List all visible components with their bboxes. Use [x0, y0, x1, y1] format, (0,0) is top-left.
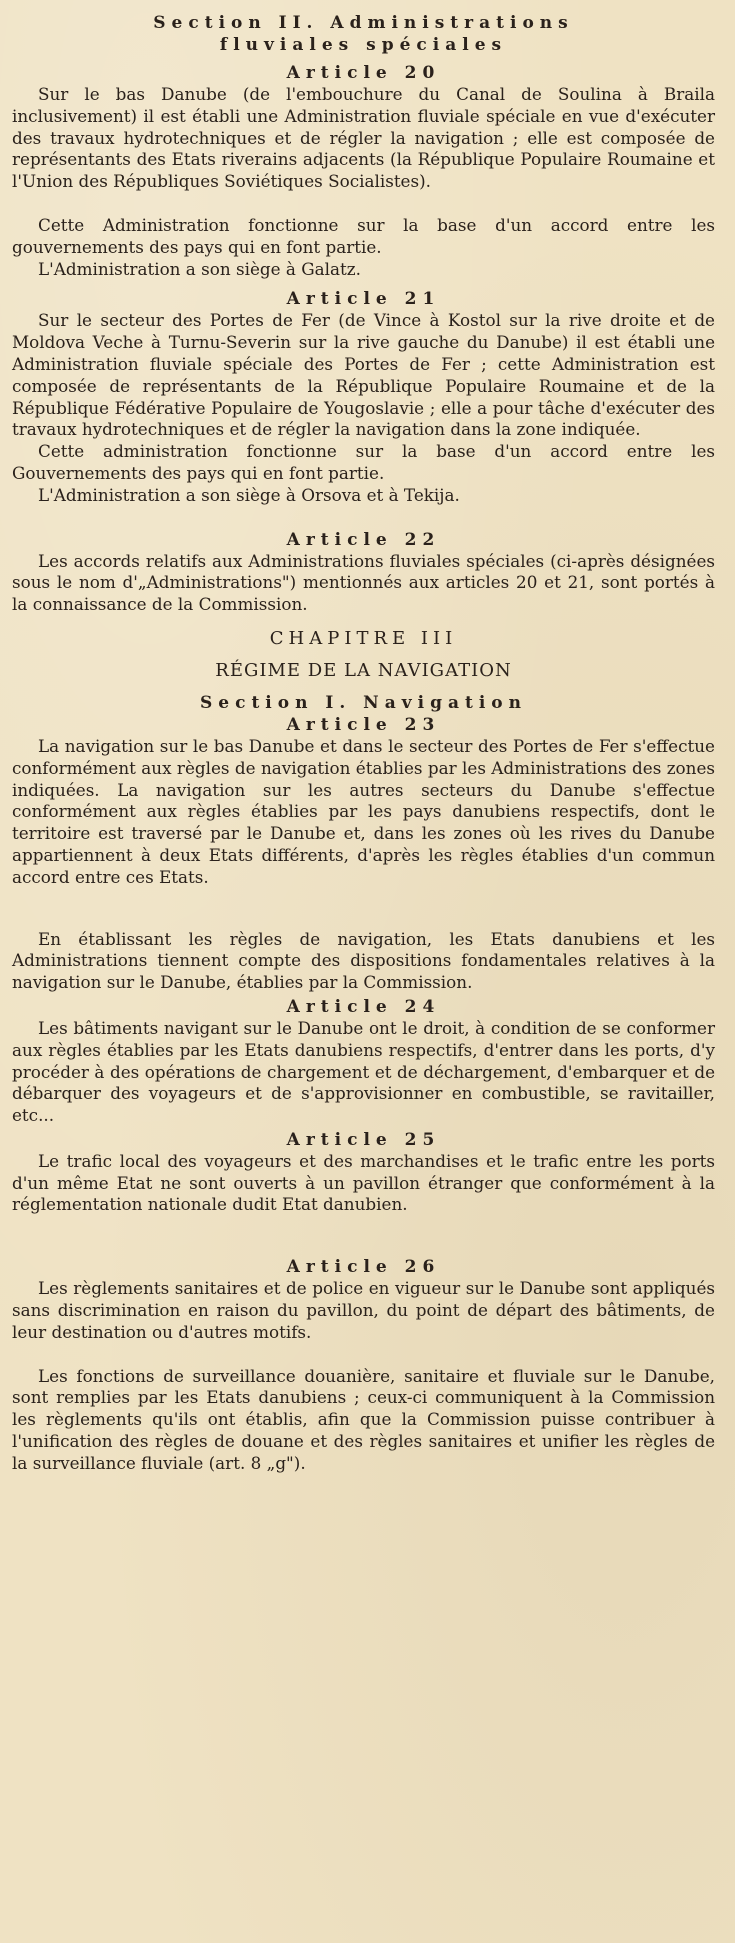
article-25-title: Article 25	[286, 1129, 441, 1150]
article-26-paragraph-2: Les fonctions de surveillance douanière, sanitaire et fluviale sur le Danube, sont remplies par les Etats danubiens ; ceux-ci communiquent à la Commission les règlements qu'ils ont établis, afin que la Commission puisse contribuer à l'unification des règles de douane et des règles sanitaires et unifier les règles de la surveillance fluviale (art. 8 „g").	[12, 1365, 715, 1473]
article-23-title: Article 23	[286, 714, 441, 735]
article-26-title: Article 26	[286, 1257, 441, 1278]
article-21-paragraph-3: L'Administration a son siège à Orsova et à Tekija.	[38, 484, 460, 505]
article-23-paragraph-2: En établissant les règles de navigation, les Etats danubiens et les Administrations tiennent compte des dispositions fondamentales relatives à la navigation sur le Danube, établies par la Commission.	[12, 928, 715, 993]
article-26-paragraph-1: Les règlements sanitaires et de police en vigueur sur le Danube sont appliqués sans discrimination en raison du pavillon, du point de départ des bâtiments, de leur destination ou d'autres motifs.	[12, 1278, 715, 1342]
section-2-title-line1: Section II. Administrations	[153, 13, 574, 33]
article-22-paragraph-1: Les accords relatifs aux Administrations fluviales spéciales (ci-après désignées sous le nom d'„Administrations") mentionnés aux articles 20 et 21, sont portés à la connaissance de la Commission.	[12, 550, 715, 615]
article-23-paragraph-1: La navigation sur le bas Danube et dans le secteur des Portes de Fer s'effectue conformément aux règles de navigation établies par les Administrations des zones indiquées. La navigation sur les autres secteurs du Danube s'effectue conformément aux règles établies par les pays danubiens respectifs, dont le territoire est traversé par le Danube et, dans les zones où les rives du Danube appartiennent à deux Etats différents, d'après les règles établies d'un commun accord entre ces Etats.	[12, 735, 715, 887]
article-20-paragraph-2: Cette Administration fonctionne sur la base d'un accord entre les gouvernements des pays qui en font partie.	[12, 214, 715, 257]
chapter-title: CHAPITRE III	[269, 627, 458, 649]
article-20-paragraph-3: L'Administration a son siège à Galatz.	[38, 258, 361, 279]
article-21-title: Article 21	[286, 289, 441, 310]
article-25-paragraph-1: Le trafic local des voyageurs et des marchandises et le trafic entre les ports d'un même Etat ne sont ouverts à un pavillon étranger que conformément à la réglementation nationale dudit Etat danubien.	[12, 1150, 715, 1215]
article-21-paragraph-1: Sur le secteur des Portes de Fer (de Vince à Kostol sur la rive droite et de Moldova Veche à Turnu-Severin sur la rive gauche du Danube) il est établi une Administration fluviale spéciale des Portes de Fer ; cette Administration est composée de représentants de la République Populaire Roumaine et de la République Fédérative Populaire de Yougoslavie ; elle a pour tâche d'exécuter des travaux hydrotechniques et de régler la navigation dans la zone indiquée.	[12, 310, 715, 440]
article-20-title: Article 20	[286, 63, 441, 83]
article-20-paragraph-1: Sur le bas Danube (de l'embouchure du Canal de Soulina à Braila inclusivement) il est établi une Administration fluviale spéciale en vue d'exécuter des travaux hydrotechniques et de régler la navigation ; elle est composée de représentants des Etats riverains adjacents (la République Populaire Roumaine et l'Union des Républiques Soviétiques Socialistes).	[12, 84, 715, 192]
chapter-subtitle: RÉGIME DE LA NAVIGATION	[215, 659, 512, 681]
article-24-title: Article 24	[286, 996, 441, 1017]
article-24-paragraph-1: Les bâtiments navigant sur le Danube ont le droit, à condition de se conformer aux règles établies par les Etats danubiens respectifs, d'entrer dans les ports, d'y procéder à des opérations de chargement et de déchargement, d'embarquer et de débarquer des voyageurs et de s'approvisionner en combustible, se ravitailler, etc...	[12, 1017, 715, 1126]
article-21-paragraph-2: Cette administration fonctionne sur la base d'un accord entre les Gouvernements des pays qui en font partie.	[12, 441, 715, 483]
section-2-title-line2: fluviales spéciales	[219, 35, 508, 55]
article-22-title: Article 22	[286, 529, 441, 550]
section-1-title: Section I. Navigation	[200, 692, 527, 713]
